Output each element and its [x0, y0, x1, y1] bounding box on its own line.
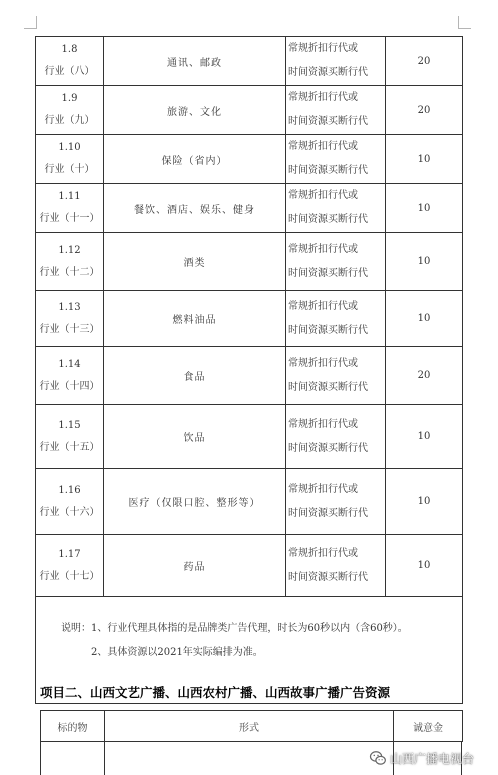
- row-category-cell: 药品: [104, 535, 286, 597]
- row-mode-cell: 常规折扣行代或 时间资源买断行代: [286, 469, 386, 535]
- row-amount-cell: 10: [386, 184, 463, 233]
- row-code-cell: 1.16 行业（十六）: [36, 469, 104, 535]
- row-mode-cell: 常规折扣行代或 时间资源买断行代: [286, 86, 386, 135]
- table-row: [36, 291, 463, 347]
- row-mode-cell: 常规折扣行代或 时间资源买断行代: [286, 37, 386, 86]
- watermark: [369, 749, 474, 767]
- row-mode-cell: 常规折扣行代或 时间资源买断行代: [286, 291, 386, 347]
- row-code-cell: 1.11 行业（十一）: [36, 184, 104, 233]
- table-row: [36, 184, 463, 233]
- page-corner-mark-right: [458, 16, 471, 29]
- row-category-cell: 通讯、邮政: [104, 37, 286, 86]
- table-row: [36, 37, 463, 86]
- row-code-cell: 1.14 行业（十四）: [36, 347, 104, 405]
- row-category-cell: 食品: [104, 347, 286, 405]
- row-amount-cell: 10: [386, 469, 463, 535]
- advertising-resource-table: [35, 36, 463, 704]
- page-corner-mark-left: [24, 16, 37, 29]
- table-row: [36, 347, 463, 405]
- row-code-cell: 1.13 行业（十三）: [36, 291, 104, 347]
- row-mode-cell: 常规折扣行代或 时间资源买断行代: [286, 535, 386, 597]
- column-rule: [104, 742, 105, 775]
- row-category-cell: 医疗（仅限口腔、整形等）: [104, 469, 286, 535]
- table-row: [36, 233, 463, 291]
- row-category-cell: 旅游、文化: [104, 86, 286, 135]
- row-code-cell: 1.10 行业（十）: [36, 135, 104, 184]
- table-row: [36, 405, 463, 469]
- row-category-cell: 燃料油品: [104, 291, 286, 347]
- row-mode-cell: 常规折扣行代或 时间资源买断行代: [286, 135, 386, 184]
- section-heading: 项目二、山西文艺广播、山西农村广播、山西故事广播广告资源: [40, 685, 391, 700]
- row-category-cell: 酒类: [104, 233, 286, 291]
- column-rule: [40, 742, 41, 775]
- header-deposit: 诚意金: [394, 711, 463, 742]
- table-row: [36, 86, 463, 135]
- row-code-cell: 1.15 行业（十五）: [36, 405, 104, 469]
- row-code-cell: 1.9 行业（九）: [36, 86, 104, 135]
- row-amount-cell: 20: [386, 86, 463, 135]
- row-amount-cell: 10: [386, 135, 463, 184]
- row-amount-cell: 20: [386, 37, 463, 86]
- row-category-cell: 保险（省内）: [104, 135, 286, 184]
- row-mode-cell: 常规折扣行代或 时间资源买断行代: [286, 184, 386, 233]
- table-row: [36, 135, 463, 184]
- row-code-cell: 1.17 行业（十七）: [36, 535, 104, 597]
- note-line-2: 2、具体资源以2021年实际编排为准。: [91, 647, 263, 658]
- header-form: 形式: [105, 711, 394, 742]
- row-amount-cell: 10: [386, 405, 463, 469]
- row-code-cell: 1.12 行业（十二）: [36, 233, 104, 291]
- row-mode-cell: 常规折扣行代或 时间资源买断行代: [286, 233, 386, 291]
- row-code-cell: 1.8 行业（八）: [36, 37, 104, 86]
- header-subject: 标的物: [41, 711, 105, 742]
- watermark-text: 山西广播电视台: [390, 751, 475, 766]
- row-amount-cell: 10: [386, 291, 463, 347]
- row-mode-cell: 常规折扣行代或 时间资源买断行代: [286, 347, 386, 405]
- note-line-1: 说明：1、行业代理具体指的是品牌类广告代理，时长为60秒以内（含60秒）。: [61, 623, 408, 634]
- wechat-icon: [369, 749, 387, 767]
- project-two-table-header: [40, 710, 463, 742]
- table-row: [36, 469, 463, 535]
- row-category-cell: 饮品: [104, 405, 286, 469]
- row-category-cell: 餐饮、酒店、娱乐、健身: [104, 184, 286, 233]
- row-amount-cell: 10: [386, 535, 463, 597]
- row-mode-cell: 常规折扣行代或 时间资源买断行代: [286, 405, 386, 469]
- row-amount-cell: 10: [386, 233, 463, 291]
- row-amount-cell: 20: [386, 347, 463, 405]
- table-row: [36, 535, 463, 597]
